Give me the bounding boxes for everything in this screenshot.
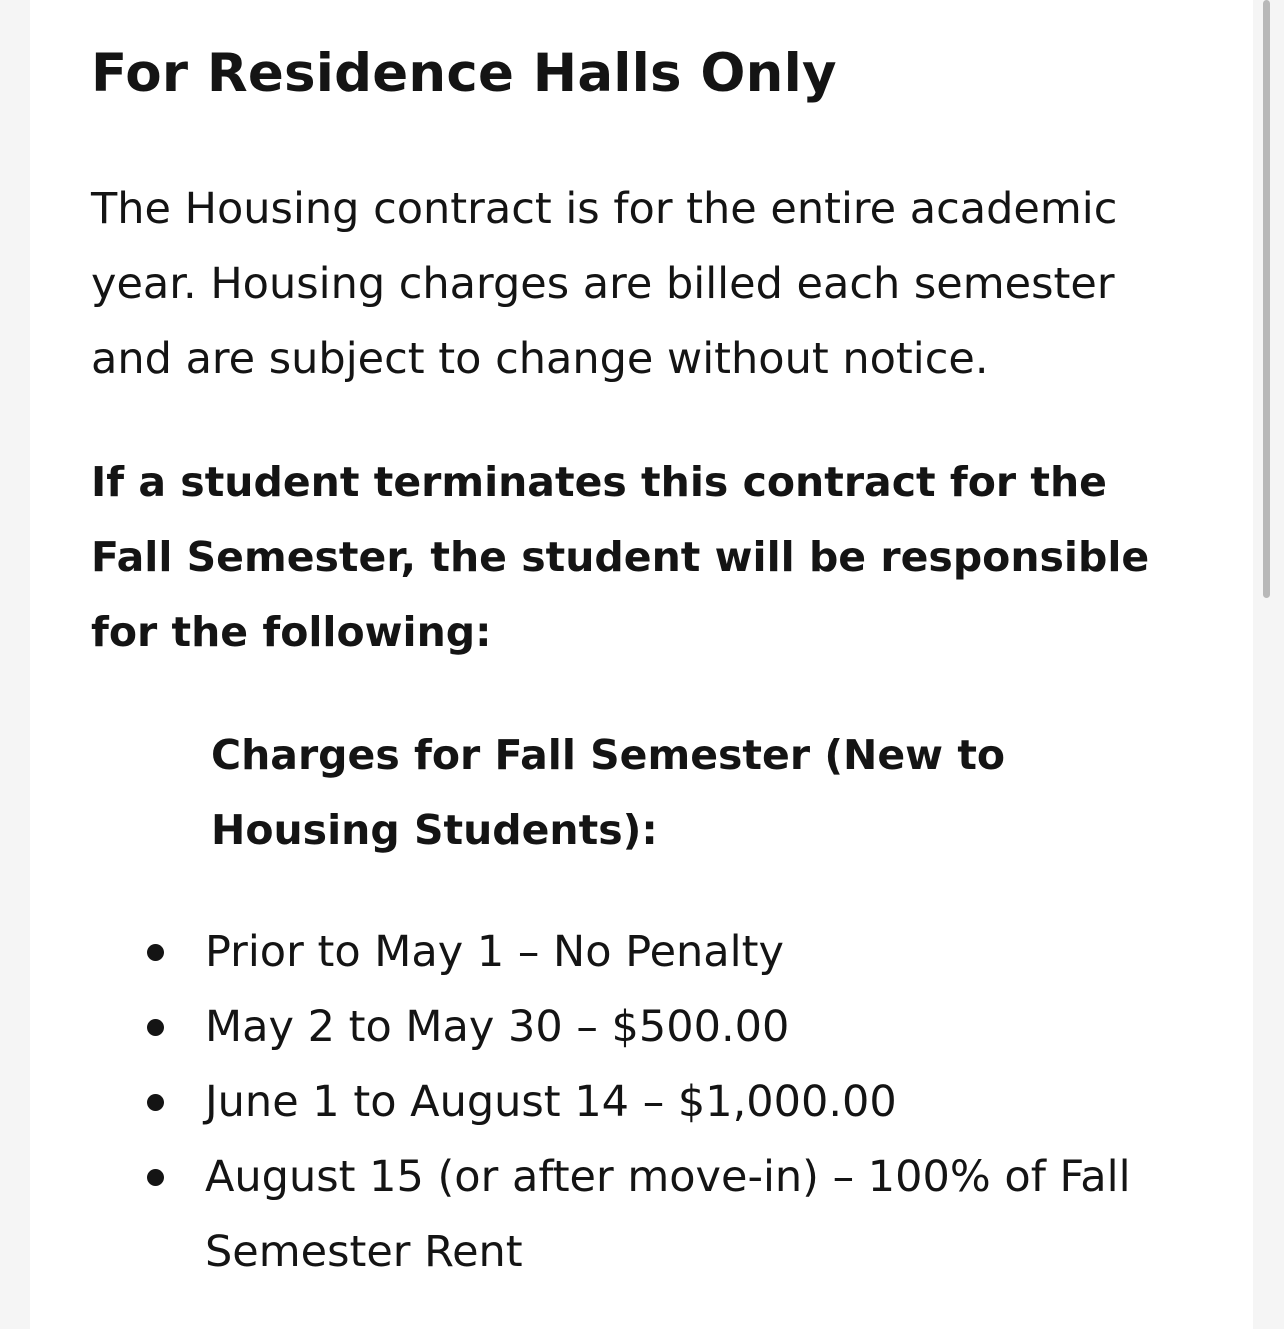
- charge-text: June 1 to August 14 – $1,000.00: [205, 1077, 897, 1127]
- list-item: [91, 990, 1165, 1065]
- termination-notice: If a student terminates this contract for the Fall Semester, the student will be responsible for the following:: [91, 458, 1150, 656]
- vertical-scrollbar[interactable]: [1263, 0, 1270, 1329]
- charge-text: Prior to May 1 – No Penalty: [205, 927, 784, 977]
- page-container: [30, 0, 1253, 1329]
- list-item: [91, 1140, 1165, 1290]
- scrollbar-thumb[interactable]: [1263, 0, 1270, 598]
- bullet-icon: [147, 944, 164, 961]
- list-item: [91, 915, 1165, 990]
- bullet-icon: [147, 1094, 164, 1111]
- bullet-icon: [147, 1019, 164, 1036]
- charges-heading: Charges for Fall Semester (New to Housing Students):: [211, 731, 1006, 854]
- charge-text: August 15 (or after move-in) – 100% of Fall Semester Rent: [205, 1152, 1131, 1277]
- charges-list: [91, 915, 1201, 1290]
- section-heading: For Residence Halls Only: [91, 43, 837, 104]
- list-item: [91, 1065, 1165, 1140]
- intro-paragraph: The Housing contract is for the entire academic year. Housing charges are billed each semester and are subject to change without notice.: [91, 184, 1118, 384]
- charge-text: May 2 to May 30 – $500.00: [205, 1002, 790, 1052]
- bullet-icon: [147, 1169, 164, 1186]
